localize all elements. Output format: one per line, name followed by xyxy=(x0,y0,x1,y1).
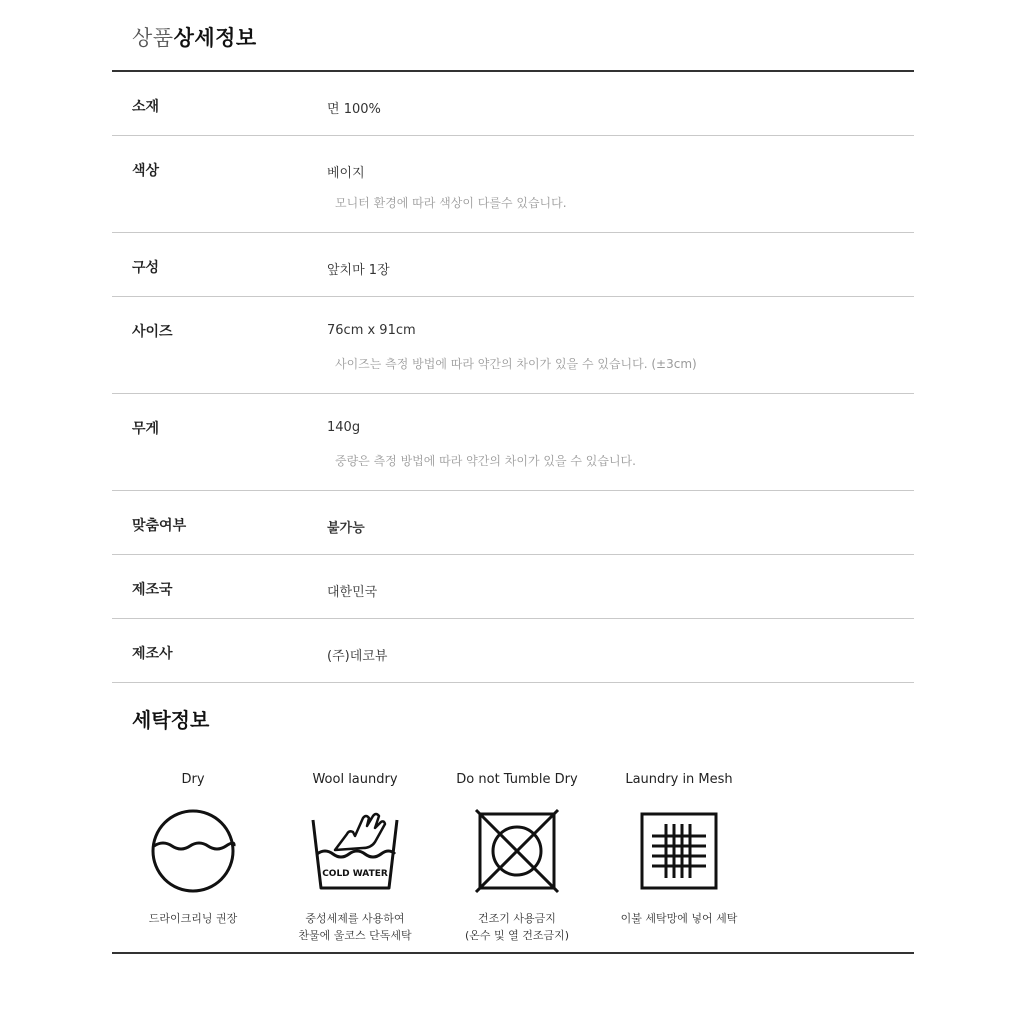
wash-item-mesh xyxy=(604,770,754,927)
spec-value: 140g xyxy=(327,420,361,435)
hand-wash-cold-icon xyxy=(305,806,405,896)
spec-label: 색상 xyxy=(132,163,160,179)
spec-note: 모니터 환경에 따라 색상이 다를수 있습니다. xyxy=(335,196,567,210)
wash-item-desc: 드라이크리닝 권장 xyxy=(148,912,238,925)
spec-label: 맞춤여부 xyxy=(132,518,187,534)
spec-value: 앞치마 1장 xyxy=(327,263,390,278)
page-title-bold: 상세정보 xyxy=(173,26,257,50)
spec-note: 사이즈는 측정 방법에 따라 약간의 차이가 있을 수 있습니다. (±3cm) xyxy=(335,357,697,371)
spec-label: 구성 xyxy=(132,260,160,276)
spec-value: 베이지 xyxy=(327,166,365,181)
spec-label: 제조사 xyxy=(132,646,173,662)
dry-clean-icon xyxy=(148,806,238,896)
page-title xyxy=(132,22,257,52)
spec-row-size xyxy=(112,297,914,394)
wash-item-desc: 중성세제를 사용하여 찬물에 울코스 단독세탁 xyxy=(298,912,412,942)
spec-row-country xyxy=(112,555,914,619)
wash-item-wool xyxy=(280,770,430,944)
spec-row-material xyxy=(112,72,914,136)
bottom-divider xyxy=(112,952,914,954)
cold-water-text: COLD WATER xyxy=(322,869,388,879)
spec-value: (주)데코뷰 xyxy=(327,649,388,664)
no-tumble-dry-icon xyxy=(472,806,562,896)
wash-item-desc: 건조기 사용금지 (온수 및 열 건조금지) xyxy=(464,912,570,942)
wash-item-name: Dry xyxy=(181,772,205,787)
spec-value: 대한민국 xyxy=(327,585,378,600)
spec-label: 사이즈 xyxy=(132,324,173,340)
spec-note: 중량은 측정 방법에 따라 약간의 차이가 있을 수 있습니다. xyxy=(335,454,636,468)
spec-label: 제조국 xyxy=(132,582,173,598)
wash-item-no-tumble xyxy=(442,770,592,944)
wash-item-name: Do not Tumble Dry xyxy=(456,772,578,787)
spec-row-manufacturer xyxy=(112,619,914,683)
spec-row-composition xyxy=(112,233,914,297)
page-title-light: 상품 xyxy=(132,26,174,50)
spec-table xyxy=(112,72,914,683)
spec-label: 소재 xyxy=(132,99,160,115)
spec-row-color xyxy=(112,136,914,233)
wash-item-name: Laundry in Mesh xyxy=(625,772,733,787)
spec-value: 불가능 xyxy=(327,521,365,536)
washing-title: 세탁정보 xyxy=(132,708,210,732)
spec-value: 면 100% xyxy=(327,102,381,117)
spec-label: 무게 xyxy=(132,421,160,437)
spec-value: 76cm x 91cm xyxy=(327,323,416,338)
laundry-mesh-icon xyxy=(634,806,724,896)
spec-row-customization xyxy=(112,491,914,555)
spec-row-weight xyxy=(112,394,914,491)
wash-item-dry xyxy=(118,770,268,927)
wash-item-name: Wool laundry xyxy=(312,772,398,787)
wash-item-desc: 이불 세탁망에 넣어 세탁 xyxy=(620,912,738,925)
